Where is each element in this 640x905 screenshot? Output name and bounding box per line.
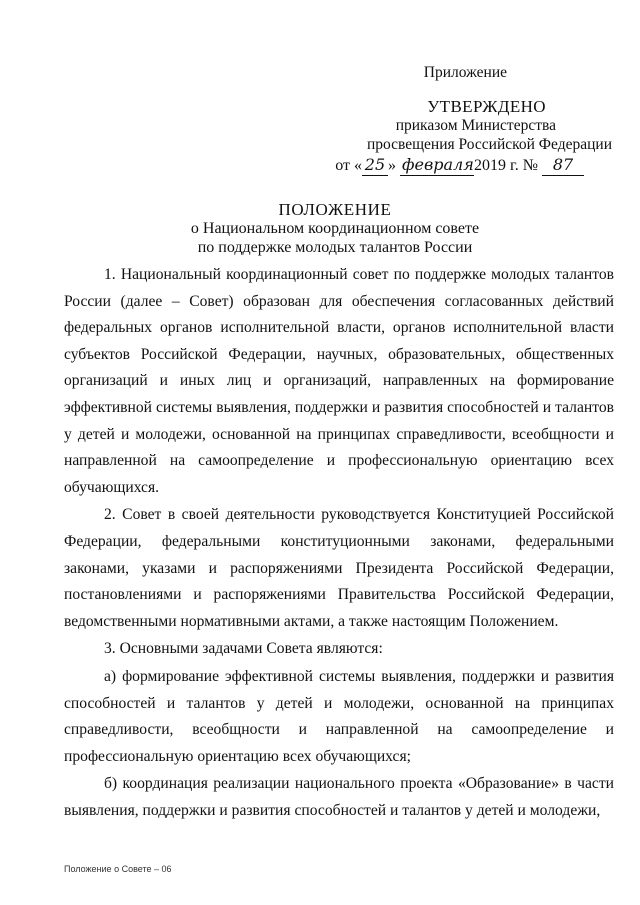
appendix-label: Приложение xyxy=(423,64,507,81)
date-year-number-label: 2019 г. № xyxy=(473,157,538,174)
date-prefix: от « xyxy=(335,157,362,174)
document-title xyxy=(0,200,640,257)
paragraph-3b: б) координация реализации национального проекта «Образование» в части выявления, поддержки и развития способностей и талантов у детей и молодежи, xyxy=(64,775,614,819)
approval-date-line xyxy=(335,154,584,176)
title-subline-1: о Национальном координационном совете xyxy=(190,220,480,237)
page-footer: Положение о Совете – 06 xyxy=(64,864,172,874)
handwritten-day: 25 xyxy=(362,154,388,176)
title-subline-2: по поддержке молодых талантов России xyxy=(197,239,473,256)
title-heading: ПОЛОЖЕНИЕ xyxy=(278,200,392,219)
handwritten-order-number: 87 xyxy=(542,154,584,176)
paragraph-1: 1. Национальный координационный совет по поддержке молодых талантов России (далее – Совет) образован для обеспечения согласованных действий федеральных органов исполнительной власти, органов исполнительной власти субъектов Российской Федерации, научных, образовательных, общественных организаций и иных лиц и организаций, направленных на формирование эффективной системы выявления, поддержки и развития способностей и талантов у детей и молодежи, основанной на принципах справедливости, всеобщности и направленной на самоопределение и профессиональную ориентацию всех обучающихся. xyxy=(64,266,614,496)
approval-order-line: приказом Министерства xyxy=(395,117,556,134)
paragraph-2: 2. Совет в своей деятельности руководствуется Конституцией Российской Федерации, федеральными конституционными законами, федеральными законами, указами и распоряжениями Президента Российской Федерации, постановлениями и распоряжениями Правительства Российской Федерации, ведомственными нормативными актами, а также настоящим Положением. xyxy=(64,506,614,630)
document-body xyxy=(64,262,614,825)
approval-ministry-line: просвещения Российской Федерации xyxy=(366,136,612,153)
date-quote-close: » xyxy=(387,157,396,174)
paragraph-3: 3. Основными задачами Совета являются: xyxy=(104,640,383,658)
handwritten-month: февраля xyxy=(401,155,474,174)
approved-label: УТВЕРЖДЕНО xyxy=(427,97,546,116)
paragraph-3a: а) формирование эффективной системы выявления, поддержки и развития способностей и талантов у детей и молодежи, основанной на принципах справедливости, всеобщности и направленной на самоопределение и профессиональную ориентацию всех обучающихся; xyxy=(64,667,614,765)
